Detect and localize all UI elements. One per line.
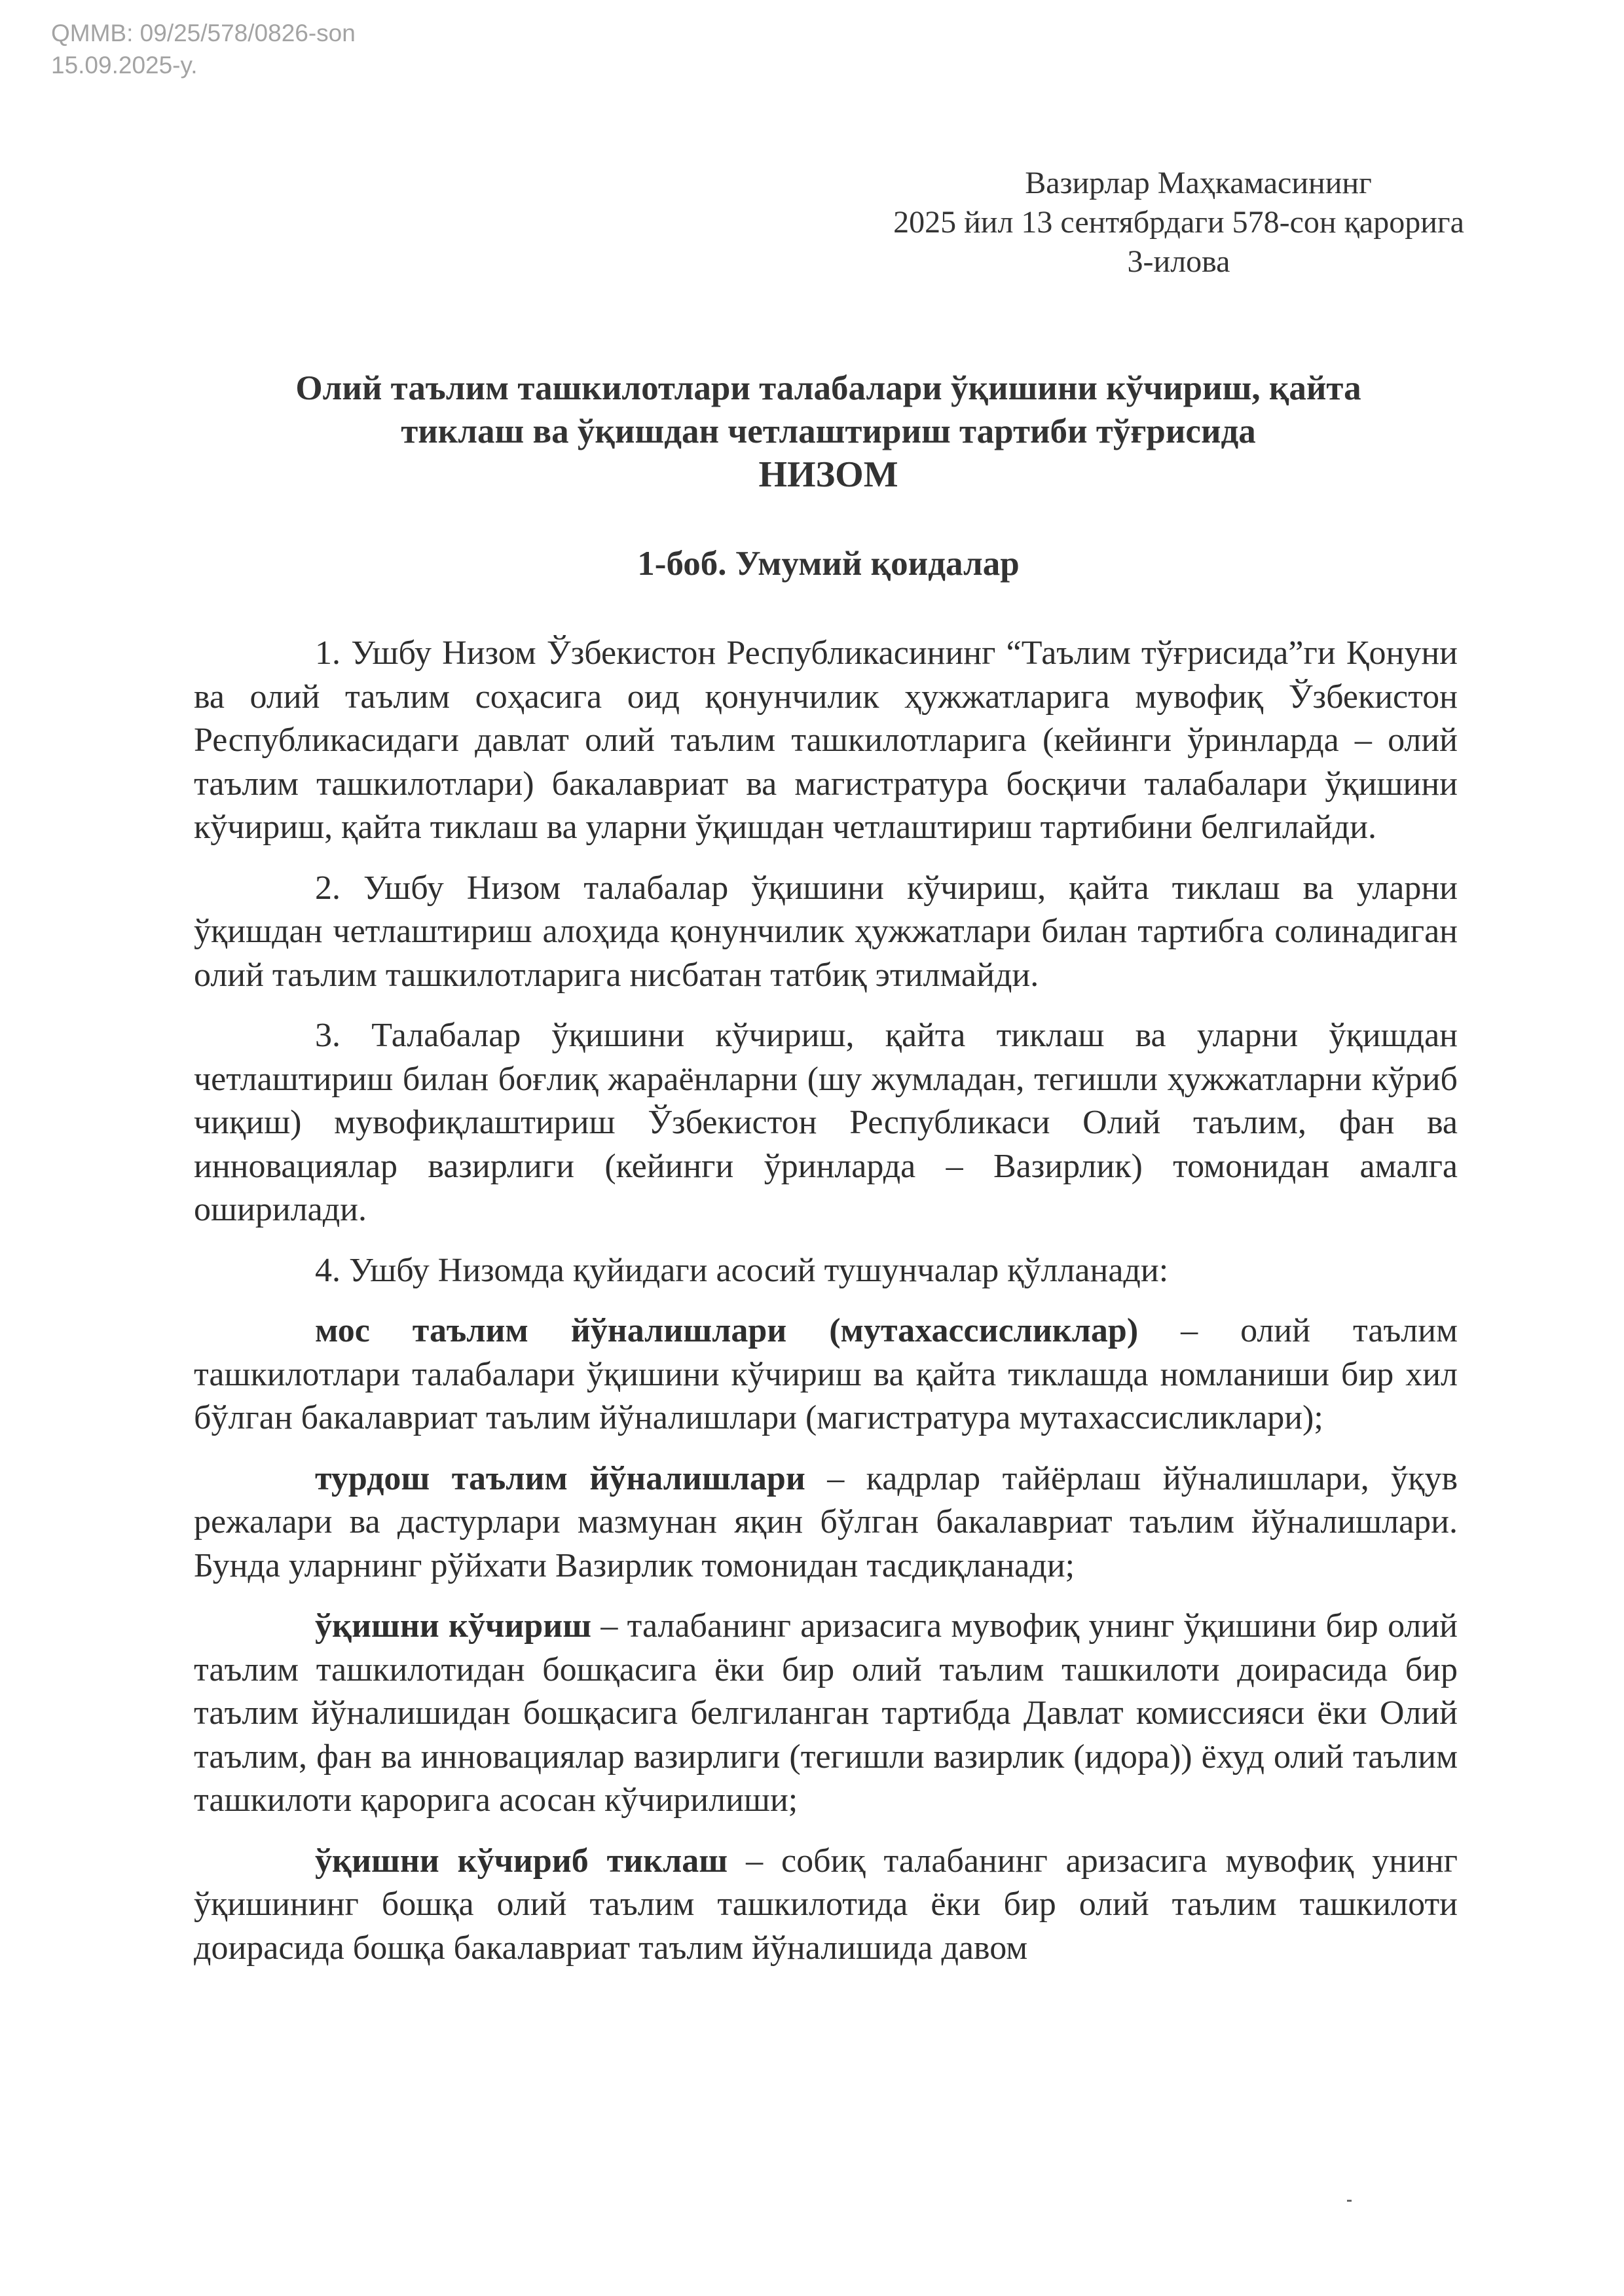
title-line-1: Олий таълим ташкилотлари талабалари ўқишини кўчириш, қайта: [295, 369, 1361, 407]
paragraph-4: 4. Ушбу Низомда қуйидаги асосий тушунчалар қўлланади:: [315, 1251, 1169, 1289]
definition-text: – олий таълим ташкилотлари талабалари ўқишини кўчириш ва қайта тиклашда номланиши бир хил бўлган бакалавриат таълим йўналишлари (магистратура мутахассисликлари);: [194, 1312, 1458, 1436]
definition-term: турдош таълим йўналишлари: [315, 1459, 805, 1497]
annex-line-issuer: Вазирлар Маҳкамасининг: [1025, 166, 1372, 200]
registration-stamp: [51, 17, 356, 81]
definition-term: ўқишни кўчириш: [315, 1607, 592, 1645]
definition-term: мос таълим йўналишлари (мутахассисликлар): [315, 1312, 1139, 1349]
annex-reference: [851, 164, 1506, 282]
document-title: [196, 367, 1460, 496]
scan-mark: [1347, 2200, 1352, 2202]
paragraph-2: 2. Ушбу Низом талабалар ўқишини кўчириш, қайта тиклаш ва уларни ўқишдан четлаштириш алоҳида қонунчилик ҳужжатлари билан тартибга солинадиган олий таълим ташкилотларига нисбатан татбиқ этилмайди.: [194, 869, 1458, 994]
paragraph-1: 1. Ушбу Низом Ўзбекистон Республикасининг “Таълим тўғрисида”ги Қонуни ва олий таълим соҳасига оид қонунчилик ҳужжатларига мувофиқ Ўзбекистон Республикасидаги давлат олий таълим ташкилотларига (кейинги ўринларда – олий таълим ташкилотлари) бакалавриат ва магистратура босқичи талабалари ўқишини кўчириш, қайта тиклаш ва уларни ўқишдан четлаштириш тартибини белгилайди.: [194, 634, 1458, 846]
definition-related-programs: [194, 1457, 1458, 1588]
title-line-2: тиклаш ва ўқишдан четлаштириш тартиби тўғрисида: [401, 412, 1256, 450]
definition-text: – талабанинг аризасига мувофиқ унинг ўқишини бир олий таълим ташкилотидан бошқасига ёки бир олий таълим ташкилоти доирасида бир таълим йўналишидан бошқасига белгиланган тартибда Давлат комиссияси ёки Олий таълим, фан ва инновациялар вазирлиги (тегишли вазирлик (идора)) ёхуд олий таълим ташкилоти қарорига асосан кўчирилиши;: [194, 1607, 1458, 1819]
definition-term: ўқишни кўчириб тиклаш: [315, 1842, 728, 1880]
definition-transfer: [194, 1605, 1458, 1823]
definition-text: – собиқ талабанинг аризасига мувофиқ унинг ўқишининг бошқа олий таълим ташкилотида ёки бир олий таълим ташкилоти доирасида бошқа бакалавриат таълим йўналишида давом: [194, 1842, 1458, 1967]
definition-text: – кадрлар тайёрлаш йўналишлари, ўқув режалари ва дастурлари мазмунан яқин бўлган бакалавриат таълим йўналишлари. Бунда уларнинг рўйхати Вазирлик томонидан тасдиқланади;: [194, 1459, 1458, 1584]
title-line-regulation: НИЗОМ: [758, 454, 898, 495]
registration-number: QMMB: 09/25/578/0826-son: [51, 20, 356, 46]
definition-matching-programs: [194, 1309, 1458, 1440]
registration-date: 15.09.2025-y.: [51, 52, 198, 79]
definition-transfer-reinstatement: [194, 1840, 1458, 1971]
annex-line-number: 3-илова: [1127, 244, 1230, 279]
annex-line-decree: 2025 йил 13 сентябрдаги 578-сон қарорига: [893, 205, 1464, 240]
chapter-heading: 1-боб. Умумий қоидалар: [637, 545, 1020, 583]
paragraph-3: 3. Талабалар ўқишини кўчириш, қайта тиклаш ва уларни ўқишдан четлаштириш билан боғлиқ жараёнларни (шу жумладан, тегишли ҳужжатларни кўриб чиқиш) мувофиқлаштириш Ўзбекистон Республикаси Олий таълим, фан ва инновациялар вазирлиги (кейинги ўринларда – Вазирлик) томонидан амалга оширилади.: [194, 1017, 1458, 1228]
document-body: [194, 632, 1458, 1987]
